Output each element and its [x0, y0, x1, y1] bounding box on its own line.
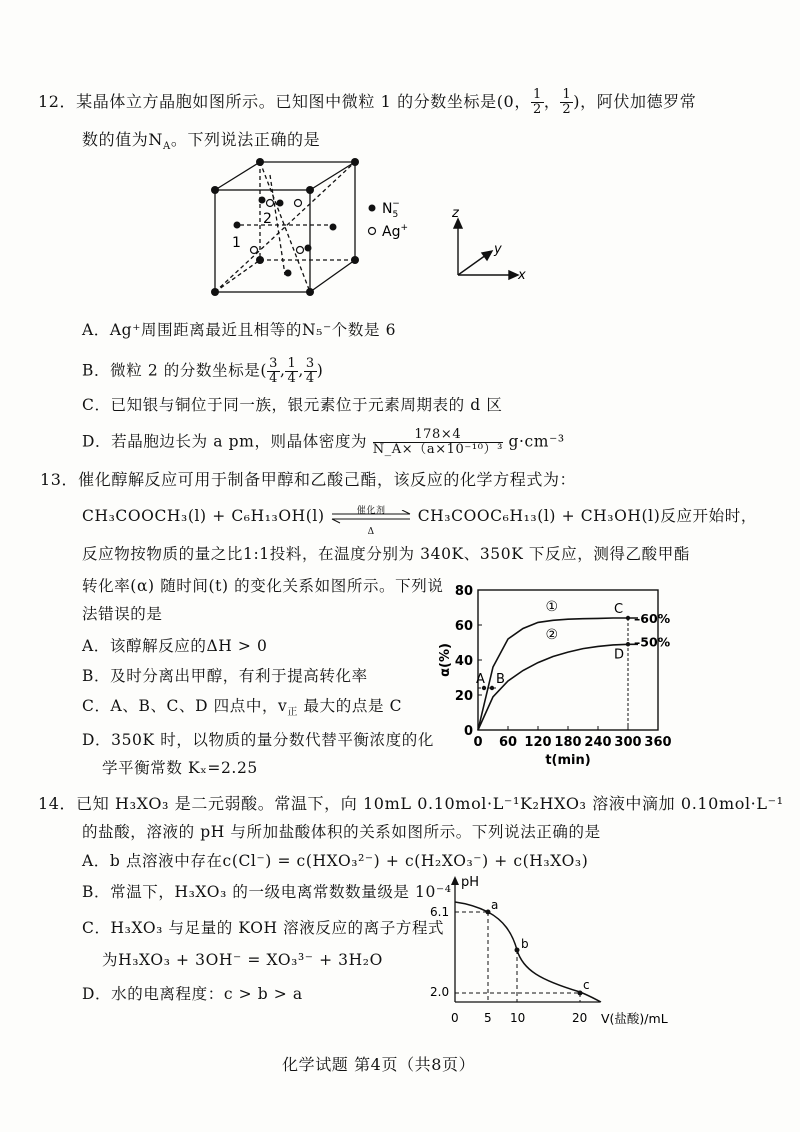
- point-B: [490, 686, 494, 690]
- q13-stem-line2: 反应物按物质的量之比1:1投料，在温度分别为 340K、350K 下反应，测得乙酸甲酯: [82, 545, 690, 563]
- ph-tick-2.0: 2.0: [430, 985, 450, 999]
- ph-titration-chart: [425, 872, 700, 1032]
- legend-ag-label: Ag+: [382, 223, 409, 240]
- ag-particles: [251, 200, 304, 254]
- x-tick-label: 300: [614, 735, 642, 750]
- b-frac: [304, 357, 317, 386]
- q12-option-a: A．Ag⁺周围距离最近且相等的N₅⁻个数是 6: [82, 321, 397, 339]
- q13-option-d-line1: D．350K 时，以物质的量分数代替平衡浓度的化: [82, 731, 434, 749]
- legend-ag-dot: [369, 228, 376, 235]
- label-c: c: [583, 978, 590, 992]
- point-label-D: D: [614, 647, 625, 663]
- y-tick-label: 20: [454, 689, 473, 704]
- axis-x-label: x: [518, 268, 526, 283]
- point-c: [578, 991, 583, 996]
- q13-stem-line1: 13．催化醇解反应可用于制备甲醇和乙酸己酯，该反应的化学方程式为：: [40, 470, 577, 489]
- frac-den: 2: [532, 102, 542, 117]
- x-tick-label: 0: [473, 735, 483, 750]
- half-fraction: [560, 88, 573, 117]
- eq-left: CH₃COOCH₃(l) + C₆H₁₃OH(l): [82, 507, 325, 525]
- q12-opt-b-prefix: B．微粒 2 的分数坐标是(: [82, 361, 268, 380]
- q12-stem2: 数的值为N: [82, 130, 164, 149]
- conversion-chart: [435, 578, 685, 778]
- point-label-C: C: [614, 602, 624, 617]
- y-tick-label: 60: [454, 619, 473, 634]
- q12-stem-line2: [82, 130, 320, 157]
- q14-option-a: A．b 点溶液中存在c(Cl⁻) = c(HXO₃²⁻) + c(H₂XO₃⁻) + c(H₃XO₃): [82, 852, 589, 870]
- density-den: N_A×（a×10⁻¹⁰）³: [372, 442, 503, 457]
- ph-curve: [455, 902, 601, 1002]
- q12-option-b: B．微粒 2 的分数坐标是( $\frac{3}{4}$ , $\frac{1}{4}$ , $\frac{3}{4}$ ): [82, 356, 324, 386]
- plot-frame: [478, 590, 658, 730]
- q13-stem-line3: 转化率(α) 随时间(t) 的变化关系如图所示。下列说: [82, 577, 444, 595]
- q12-option-c: C．已知银与铜位于同一族，银元素位于元素周期表的 d 区: [82, 396, 503, 414]
- label-b: b: [521, 937, 529, 951]
- q12-opt-d-prefix: D．若晶胞边长为 a pm，则晶体密度为: [82, 432, 368, 451]
- b-frac: [285, 357, 298, 386]
- density-fraction: [373, 428, 503, 457]
- b-den: 4: [305, 371, 315, 386]
- x-tick-label: 60: [498, 735, 518, 750]
- label-a: a: [491, 898, 499, 912]
- x-tick-label: 240: [584, 735, 612, 750]
- series-label-2: ②: [545, 627, 559, 643]
- x-tick-label: 180: [554, 735, 582, 750]
- b-num: 3: [269, 356, 278, 371]
- x-axis-label: t(min): [545, 753, 591, 768]
- y-axis-label: α(%): [438, 643, 453, 677]
- y-tick-label: 40: [454, 654, 473, 669]
- q12-stem2-sub: A: [163, 141, 171, 153]
- point-label-B: B: [496, 672, 505, 687]
- point-D: [626, 642, 630, 646]
- q14-stem-line1: 14．已知 H₃XO₃ 是二元弱酸。常温下，向 10mL 0.10mol·L⁻¹K₂HXO₃ 溶液中滴加 0.10mol·L⁻¹: [38, 794, 784, 813]
- q14-option-d: D．水的电离程度：c > b > a: [82, 985, 303, 1003]
- v-tick-5: 5: [484, 1011, 492, 1025]
- q12-stem-prefix: 12．某晶体立方晶胞如图所示。已知图中微粒 1 的分数坐标是(0，: [38, 92, 531, 111]
- page-footer: 化学试题 第4页（共8页）: [282, 1055, 476, 1074]
- eq-catalyst: 催化剂: [356, 506, 386, 516]
- half-fraction: [531, 88, 544, 117]
- q13-option-a: A．该醇解反应的ΔH > 0: [82, 637, 268, 655]
- q14-option-c-line2: 为H₃XO₃ + 3OH⁻ = XO₃³⁻ + 3H₂O: [102, 951, 383, 969]
- q13-option-b: B．及时分离出甲醇，有利于提高转化率: [82, 667, 368, 685]
- q13-opt-c-prefix: C．A、B、C、D 四点中，v: [82, 697, 288, 715]
- axis-y-label: y: [494, 242, 502, 257]
- annotation-50: –50%: [634, 634, 671, 650]
- q14-option-b: B．常温下，H₃XO₃ 的一级电离常数数量级是 10⁻⁴: [82, 883, 452, 901]
- q12-stem-suffix: )，阿伏加德罗常: [573, 92, 697, 111]
- legend-n5-dot: [369, 205, 376, 212]
- b-num: 1: [287, 356, 297, 371]
- b-den: 4: [269, 371, 278, 386]
- b-den: 4: [287, 371, 297, 386]
- q13-stem-line4: 法错误的是: [82, 605, 163, 623]
- x-tick-label: 120: [524, 735, 552, 750]
- equilibrium-arrow: [330, 506, 412, 537]
- q13-opt-c-suffix: 最大的点是 C: [298, 697, 403, 715]
- eq-right: CH₃COOC₆H₁₃(l) + CH₃OH(l)反应开始时，: [417, 507, 757, 525]
- y-tick-label: 80: [454, 584, 473, 599]
- particle-1-label: 1: [232, 235, 241, 251]
- crystal-cell-figure: [200, 155, 530, 305]
- q14-option-c-line1: C．H₃XO₃ 与足量的 KOH 溶液反应的离子方程式: [82, 919, 445, 937]
- v-tick-20: 20: [572, 1011, 588, 1025]
- q13-option-d-line2: 学平衡常数 Kₓ=2.25: [102, 759, 258, 777]
- q12-stem2-tail: 。下列说法正确的是: [170, 130, 321, 149]
- axis-z-label: z: [452, 206, 459, 221]
- point-C: [626, 616, 630, 620]
- eq-heat: Δ: [367, 527, 375, 537]
- q12-opt-d-unit: g·cm⁻³: [508, 432, 565, 451]
- q14-stem-line2: 的盐酸，溶液的 pH 与所加盐酸体积的关系如图所示。下列说法正确的是: [82, 823, 601, 841]
- frac-num: 1: [562, 87, 572, 102]
- y-tick-label: 0: [463, 724, 473, 739]
- particle-2-label: 2: [263, 211, 272, 227]
- ph-tick-6.1: 6.1: [430, 905, 450, 919]
- b-frac: [267, 357, 280, 386]
- point-label-A: A: [476, 672, 485, 687]
- q13-opt-c-sub: 正: [287, 707, 299, 719]
- point-a: [486, 910, 491, 915]
- series-label-1: ①: [545, 599, 559, 615]
- x-tick-label: 360: [644, 735, 672, 750]
- q12-stem-line1: 12．某晶体立方晶胞如图所示。已知图中微粒 1 的分数坐标是(0， $\frac{1}{2}$ ， $\frac{1}{2}$ )，阿伏加德罗常: [38, 87, 697, 117]
- frac-den: 2: [562, 102, 572, 117]
- legend-n5-label: $N_5-$: [382, 199, 400, 220]
- v-tick-0: 0: [451, 1011, 459, 1025]
- frac-num: 1: [532, 87, 542, 102]
- xyz-axes: [454, 219, 518, 279]
- q13-option-c: [82, 696, 402, 723]
- q13-equation: [82, 506, 757, 537]
- b-num: 3: [305, 356, 315, 371]
- ph-axis-label: pH: [461, 875, 480, 890]
- v-tick-10: 10: [510, 1011, 526, 1025]
- q12-opt-b-suffix: ): [316, 361, 324, 380]
- v-axis-label: V(盐酸)/mL: [601, 1011, 668, 1026]
- point-b: [515, 948, 520, 953]
- q12-option-d: [82, 428, 565, 457]
- density-num: 178×4: [373, 428, 503, 443]
- annotation-60: –60%: [634, 611, 671, 626]
